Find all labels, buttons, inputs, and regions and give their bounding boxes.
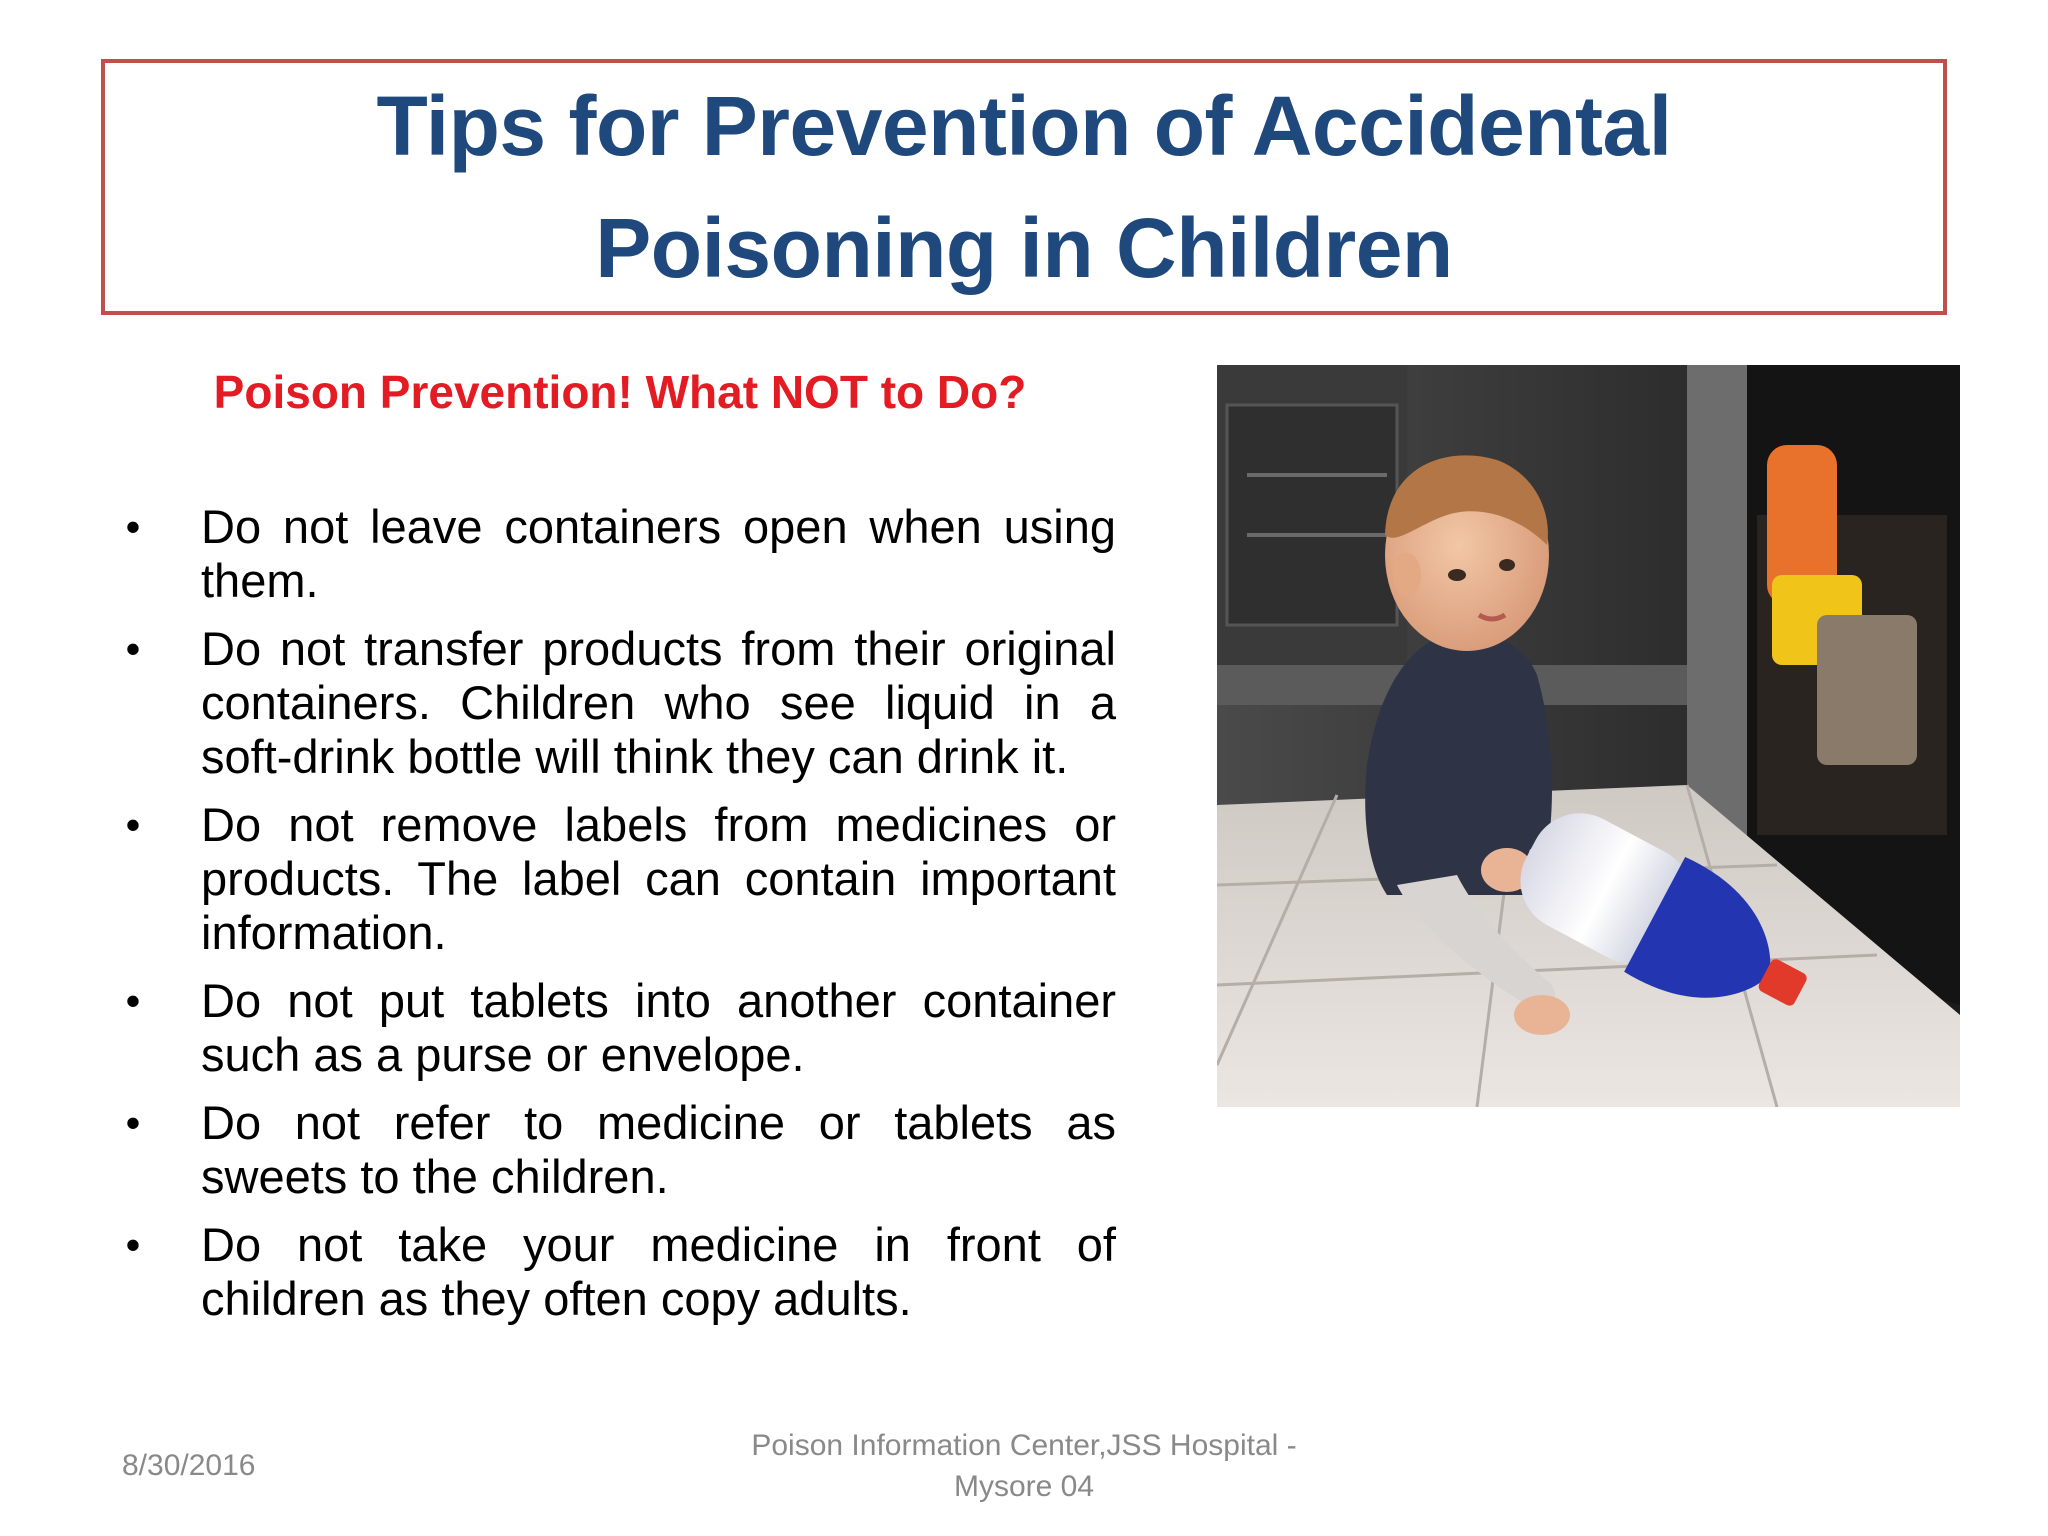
- title-box: [101, 59, 1947, 315]
- section-subtitle: Poison Prevention! What NOT to Do?: [213, 366, 1027, 418]
- bullet-icon: •: [125, 1099, 141, 1146]
- tip-text: Do not refer to medicine or tablets as sweets to the children.: [201, 1096, 1116, 1203]
- tip-text: Do not leave containers open when using them.: [201, 500, 1116, 607]
- bullet-icon: •: [125, 625, 141, 672]
- bullet-icon: •: [125, 1221, 141, 1268]
- tips-list: [118, 500, 1116, 1340]
- tip-item: [118, 622, 1116, 784]
- tip-text: Do not take your medicine in front of children as they often copy adults.: [201, 1218, 1116, 1325]
- bullet-icon: •: [125, 801, 141, 848]
- child-with-bottle-photo: [1217, 365, 1960, 1107]
- tip-text: Do not remove labels from medicines or products. The label can contain important information.: [201, 798, 1116, 959]
- bullet-icon: •: [125, 503, 141, 550]
- footer-organization: [724, 1425, 1324, 1507]
- bullet-icon: •: [125, 977, 141, 1024]
- tip-item: [118, 1218, 1116, 1326]
- tip-item: [118, 798, 1116, 960]
- title-line-2: Poisoning in Children: [595, 201, 1453, 295]
- tip-item: [118, 974, 1116, 1082]
- footer-org-line-2: Mysore 04: [953, 1470, 1095, 1503]
- slide-title: [376, 65, 1671, 309]
- title-line-1: Tips for Prevention of Accidental: [376, 79, 1672, 173]
- footer-date: 8/30/2016: [122, 1449, 256, 1482]
- tip-item: [118, 1096, 1116, 1204]
- tip-text: Do not put tablets into another container such as a purse or envelope.: [201, 974, 1116, 1081]
- tip-item: [118, 500, 1116, 608]
- photo-illustration: [1217, 365, 1960, 1107]
- footer-org-line-1: Poison Information Center,JSS Hospital -: [751, 1429, 1297, 1462]
- tip-text: Do not transfer products from their original containers. Children who see liquid in a soft-drink bottle will think they can drink it.: [201, 622, 1116, 783]
